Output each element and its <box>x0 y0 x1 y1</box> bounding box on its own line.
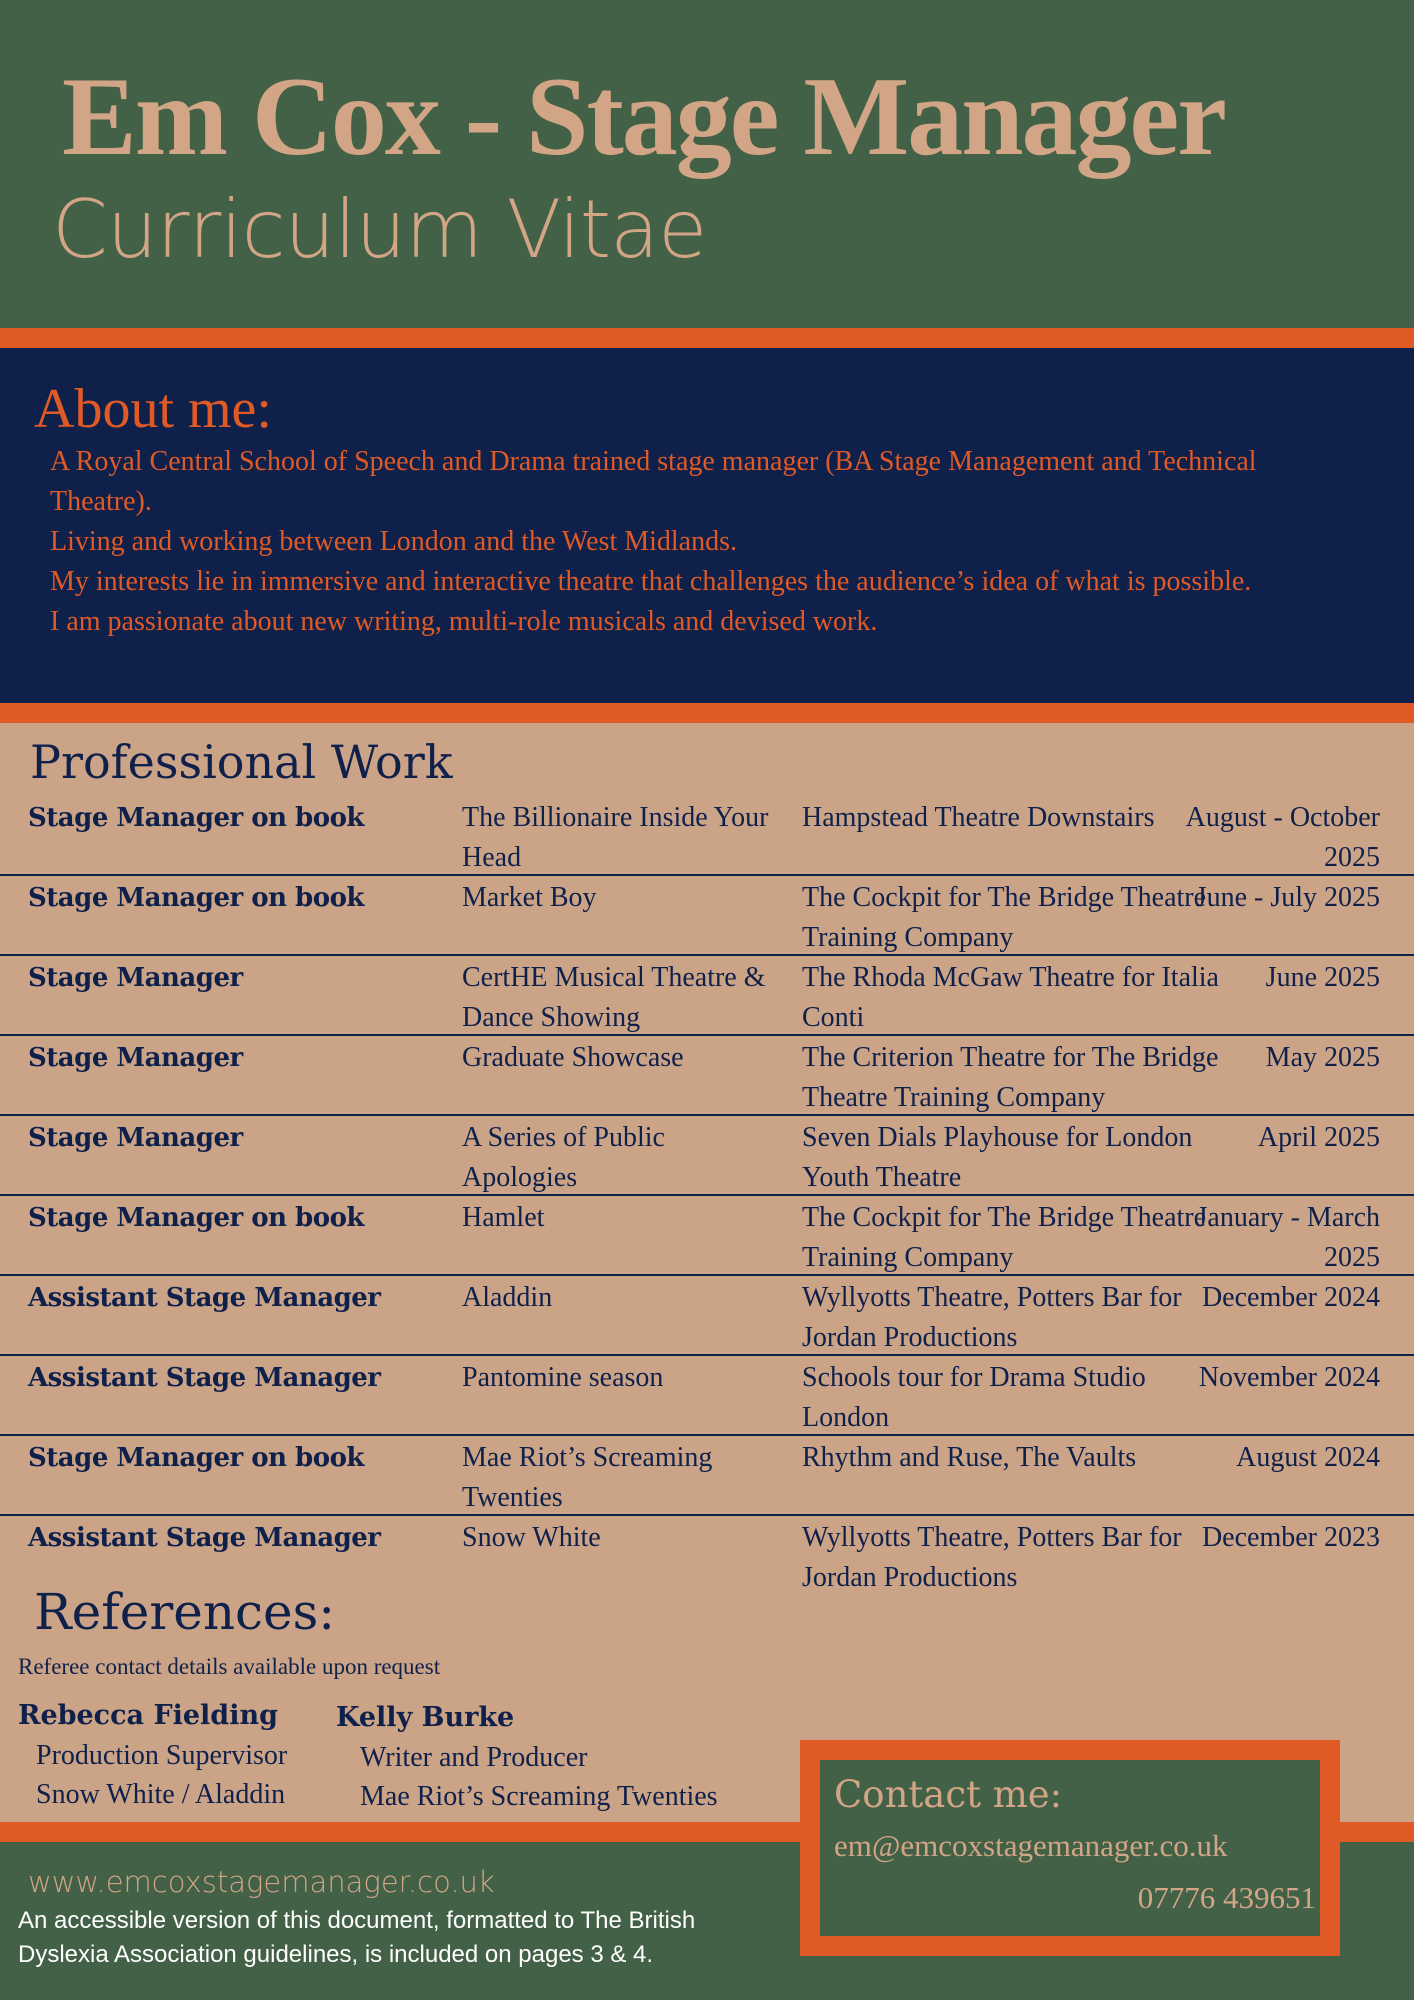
about-line: Living and working between London and the West Midlands. <box>50 526 737 557</box>
job-show: Graduate Showcase <box>462 1042 684 1073</box>
job-date: August 2024 <box>1236 1442 1380 1473</box>
professional-work-heading: Professional Work <box>30 735 453 789</box>
job-show: Aladdin <box>462 1282 553 1313</box>
about-line: My interests lie in immersive and interactive theatre that challenges the audience’s idea of what is possible. <box>50 566 1252 597</box>
job-show: Market Boy <box>462 882 597 913</box>
referee-card <box>336 1698 718 1816</box>
job-date: December 2023 <box>1201 1522 1380 1553</box>
page-subtitle: Curriculum Vitae <box>52 183 707 276</box>
table-row <box>0 876 1414 956</box>
job-date: August - October 2025 <box>1185 802 1380 873</box>
table-row <box>0 1276 1414 1356</box>
table-row <box>0 1436 1414 1516</box>
job-role: Assistant Stage Manager <box>28 1283 381 1313</box>
job-venue: Rhythm and Ruse, The Vaults <box>802 1442 1137 1473</box>
job-date: November 2024 <box>1198 1362 1380 1393</box>
about-section <box>0 348 1414 703</box>
job-venue: The Criterion Theatre for The Bridge Theatre Training Company <box>802 1042 1219 1113</box>
divider-stripe <box>0 703 1414 723</box>
about-heading: About me: <box>34 378 272 440</box>
professional-work-table <box>0 796 1414 1594</box>
contact-email[interactable]: em@emcoxstagemanager.co.uk <box>834 1828 1228 1863</box>
job-show: Mae Riot’s Screaming Twenties <box>462 1442 713 1513</box>
job-venue: Seven Dials Playhouse for London Youth Theatre <box>802 1122 1193 1193</box>
job-role: Assistant Stage Manager <box>28 1363 381 1393</box>
referee-name: Kelly Burke <box>336 1702 515 1733</box>
accessibility-note-line: An accessible version of this document, formatted to The British <box>18 1907 696 1934</box>
job-date: June 2025 <box>1265 962 1380 993</box>
job-date: June - July 2025 <box>1195 882 1380 913</box>
referee-production: Mae Riot’s Screaming Twenties <box>360 1781 718 1812</box>
page-title: Em Cox - Stage Manager <box>62 55 1225 179</box>
accessibility-note <box>18 1904 798 1972</box>
job-venue: The Rhoda McGaw Theatre for Italia Conti <box>802 962 1219 1033</box>
contact-phone[interactable]: 07776 439651 <box>1137 1880 1316 1915</box>
job-venue: The Cockpit for The Bridge Theatre Training Company <box>802 1202 1207 1273</box>
job-venue: Hampstead Theatre Downstairs <box>802 802 1155 833</box>
job-show: Pantomine season <box>462 1362 664 1393</box>
job-venue: The Cockpit for The Bridge Theatre Training Company <box>802 882 1207 953</box>
job-role: Stage Manager <box>28 1123 243 1153</box>
job-role: Assistant Stage Manager <box>28 1523 381 1553</box>
table-row <box>0 1196 1414 1276</box>
job-venue: Schools tour for Drama Studio London <box>802 1362 1146 1433</box>
references-heading: References: <box>34 1583 336 1641</box>
job-show: The Billionaire Inside Your Head <box>462 802 769 873</box>
job-date: April 2025 <box>1257 1122 1380 1153</box>
table-row <box>0 796 1414 876</box>
job-date: January - March 2025 <box>1196 1202 1380 1273</box>
divider-stripe <box>0 328 1414 348</box>
job-show: Hamlet <box>462 1202 545 1233</box>
job-role: Stage Manager on book <box>28 883 364 913</box>
contact-heading: Contact me: <box>834 1773 1063 1816</box>
job-role: Stage Manager on book <box>28 1203 364 1233</box>
table-row <box>0 956 1414 1036</box>
referee-production: Snow White / Aladdin <box>36 1779 286 1810</box>
job-role: Stage Manager on book <box>28 803 364 833</box>
about-text <box>50 442 1340 642</box>
referee-role: Production Supervisor <box>36 1740 288 1771</box>
referee-card <box>18 1696 287 1814</box>
header-banner <box>0 0 1414 328</box>
accessibility-note-line: Dyslexia Association guidelines, is included on pages 3 & 4. <box>18 1941 654 1968</box>
table-row <box>0 1356 1414 1436</box>
referee-role: Writer and Producer <box>360 1742 588 1773</box>
job-date: May 2025 <box>1265 1042 1380 1073</box>
job-role: Stage Manager <box>28 963 243 993</box>
website-link[interactable]: www.emcoxstagemanager.co.uk <box>28 1865 495 1899</box>
job-venue: Wyllyotts Theatre, Potters Bar for Jordan Productions <box>802 1522 1182 1593</box>
references-note: Referee contact details available upon request <box>18 1654 441 1679</box>
about-line: I am passionate about new writing, multi-role musicals and devised work. <box>50 606 878 637</box>
referee-name: Rebecca Fielding <box>18 1700 278 1731</box>
job-show: A Series of Public Apologies <box>462 1122 665 1193</box>
job-role: Stage Manager <box>28 1043 243 1073</box>
job-show: Snow White <box>462 1522 601 1553</box>
contact-box <box>800 1740 1340 1956</box>
job-date: December 2024 <box>1201 1282 1380 1313</box>
table-row <box>0 1036 1414 1116</box>
job-venue: Wyllyotts Theatre, Potters Bar for Jordan Productions <box>802 1282 1182 1353</box>
job-role: Stage Manager on book <box>28 1443 364 1473</box>
job-show: CertHE Musical Theatre & Dance Showing <box>462 962 766 1033</box>
table-row <box>0 1116 1414 1196</box>
about-line: A Royal Central School of Speech and Drama trained stage manager (BA Stage Management and Technical Theatre). <box>50 446 1257 517</box>
